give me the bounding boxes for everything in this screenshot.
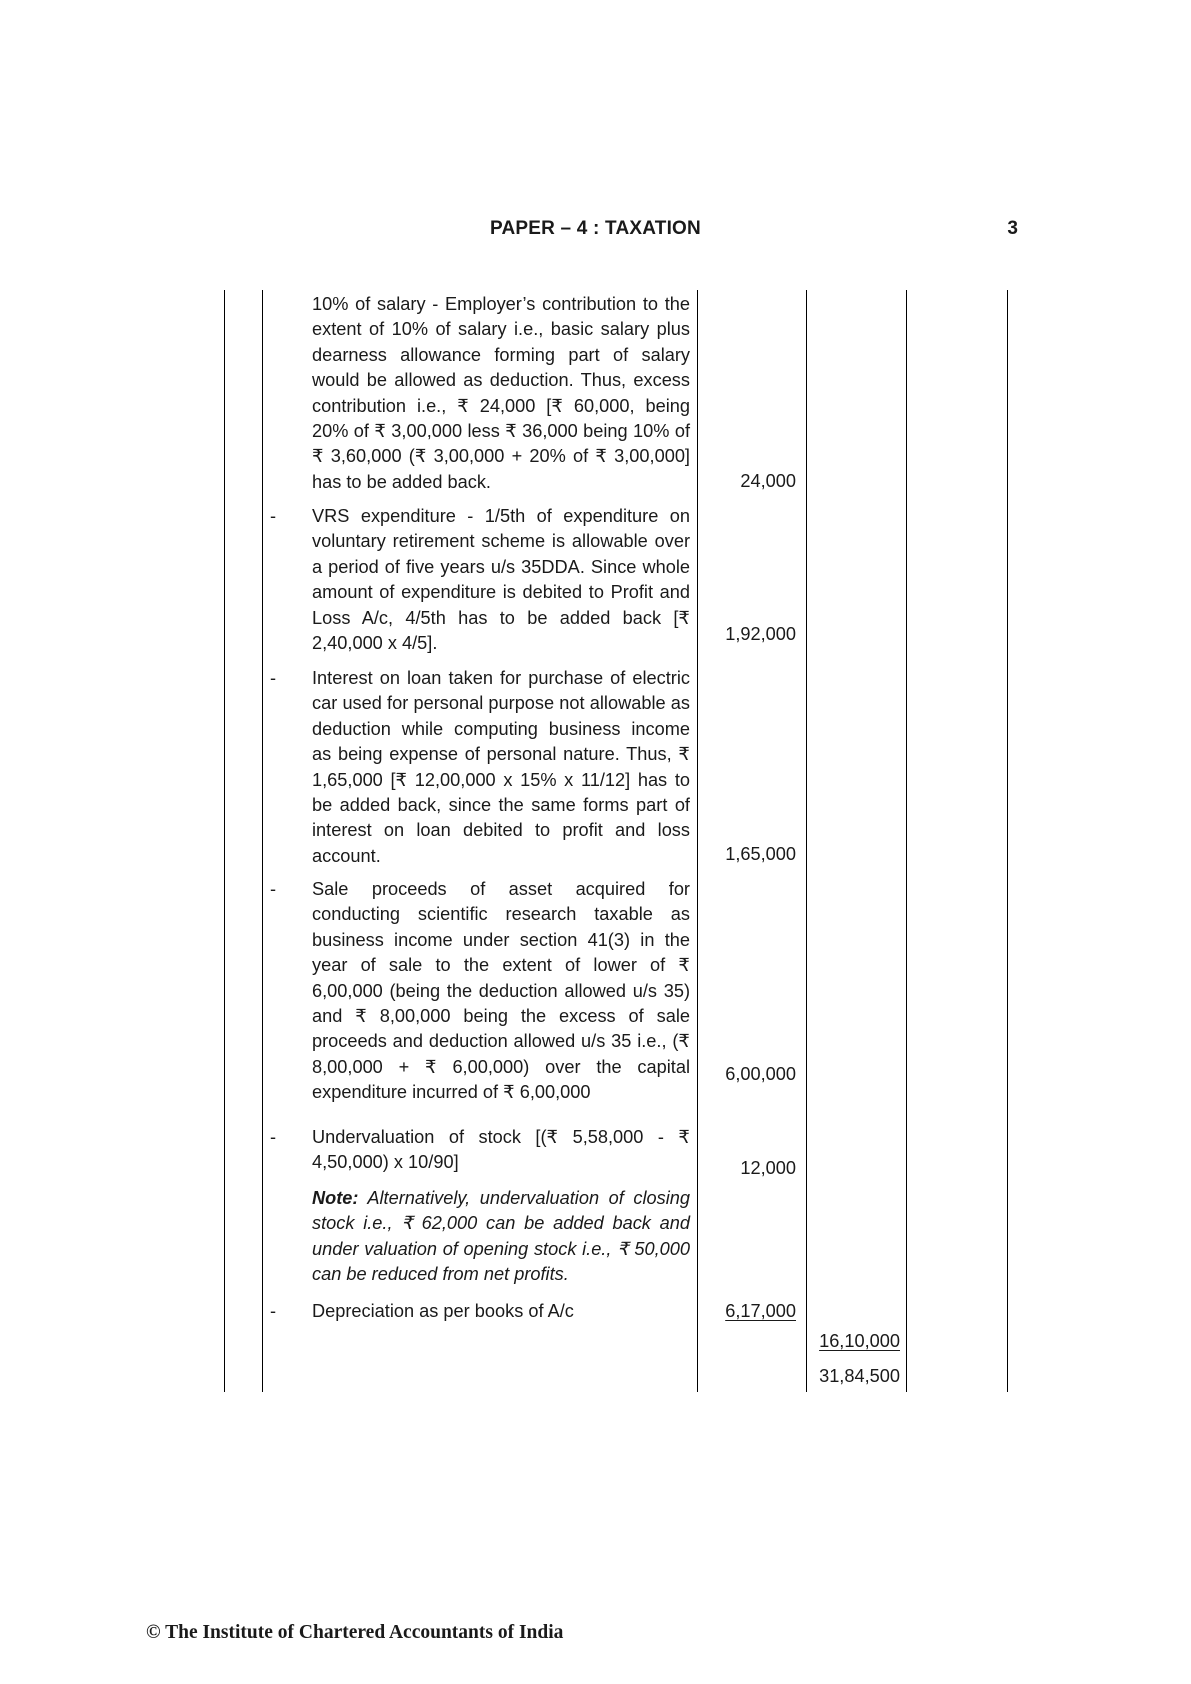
list-bullet: - — [270, 1127, 277, 1147]
table-row-amount: 6,00,000 — [725, 1064, 796, 1084]
table-rule-outer-right — [1007, 290, 1008, 1392]
page-title: PAPER – 4 : TAXATION — [490, 218, 701, 239]
underlined-amount: 6,17,000 — [725, 1301, 796, 1321]
subtotal-value: 16,10,000 — [819, 1331, 900, 1351]
copyright-footer: © The Institute of Chartered Accountants of India — [146, 1622, 564, 1643]
table-row-amount: 1,92,000 — [725, 624, 796, 644]
list-bullet: - — [270, 879, 277, 899]
table-row-text: Undervaluation of stock [(₹ 5,58,000 - ₹ 4,50,000) x 10/90] — [312, 1127, 690, 1173]
table-rule-amount-col2-right — [906, 290, 907, 1392]
table-rule-amount-col1-left — [697, 290, 698, 1392]
note-label: Note: — [312, 1188, 359, 1208]
note-text: Alternatively, undervaluation of closing stock i.e., ₹ 62,000 can be added back and under valuation of opening stock i.e., ₹ 50,000 can be reduced from net profits. — [312, 1188, 690, 1285]
table-row-text: 10% of salary - Employer’s contribution to the extent of 10% of salary i.e., basic salary plus dearness allowance forming part of salary would be allowed as deduction. Thus, excess contribution i.e., ₹ 24,000 [₹ 60,000, being 20% of ₹ 3,00,000 less ₹ 36,000 being 10% of ₹ 3,60,000 (₹ 3,00,000 + 20% of ₹ 3,00,000] has to be added back. — [312, 294, 690, 492]
table-rule-amount-col2-left — [806, 290, 807, 1392]
table-row-text: Depreciation as per books of A/c — [312, 1301, 574, 1321]
page-number: 3 — [1007, 218, 1018, 239]
table-rule-outer-left — [224, 290, 225, 1392]
grand-total-amount: 31,84,500 — [819, 1366, 900, 1386]
note-paragraph — [312, 1186, 690, 1288]
table-row-amount: 12,000 — [740, 1158, 796, 1178]
table-row-text: Sale proceeds of asset acquired for conducting scientific research taxable as business income under section 41(3) in the year of sale to the extent of lower of ₹ 6,00,000 (being the deduction allowed u/s 35) and ₹ 8,00,000 being the excess of sale proceeds and deduction allowed u/s 35 i.e., (₹ 8,00,000 + ₹ 6,00,000) over the capital expenditure incurred of ₹ 6,00,000 — [312, 879, 690, 1103]
table-row-amount: 1,65,000 — [725, 844, 796, 864]
list-bullet: - — [270, 668, 277, 688]
table-row-text: VRS expenditure - 1/5th of expenditure on voluntary retirement scheme is allowable over a period of five years u/s 35DDA. Since whole amount of expenditure is debited to Profit and Loss A/c, 4/5th has to be added back [₹ 2,40,000 x 4/5]. — [312, 506, 690, 654]
table-rule-inner-left — [262, 290, 263, 1392]
table-row-amount — [696, 1299, 796, 1324]
list-bullet: - — [270, 506, 277, 526]
table-row-amount: 24,000 — [740, 471, 796, 491]
table-row-text: Interest on loan taken for purchase of electric car used for personal purpose not allowable as deduction while computing business income as being expense of personal nature. Thus, ₹ 1,65,000 [₹ 12,00,000 x 15% x 11/12] has to be added back, since the same forms part of interest on loan debited to profit and loss account. — [312, 668, 690, 866]
list-bullet: - — [270, 1301, 277, 1321]
subtotal-amount — [800, 1329, 900, 1354]
